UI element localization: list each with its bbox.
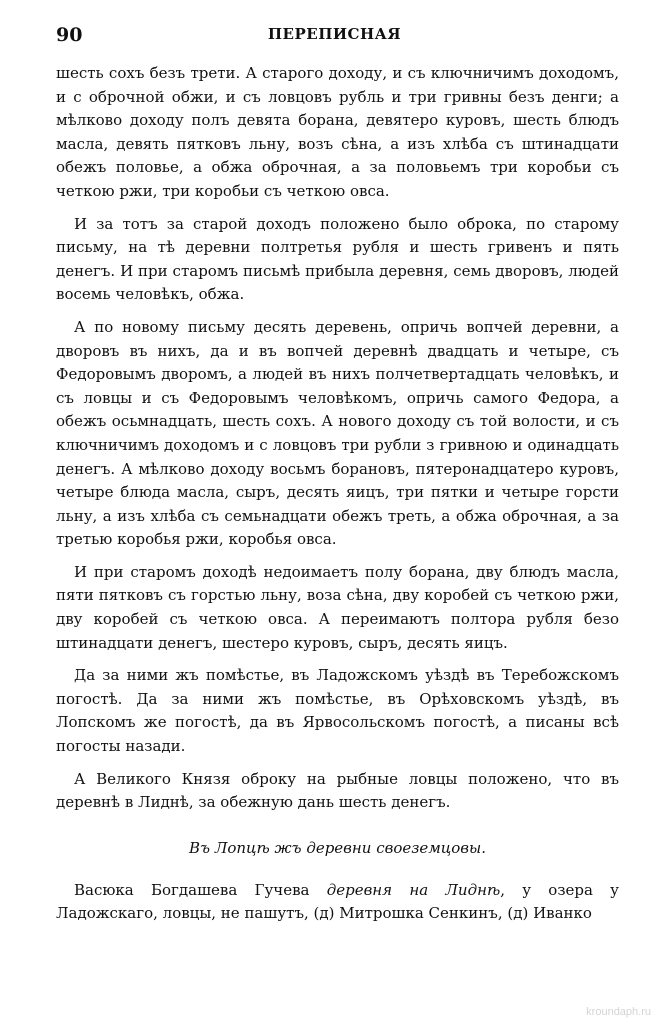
paragraph-4: И при старомъ доходѣ недоимаетъ полу борана, дву блюдъ масла, пяти пятковъ съ горстью льну, воза сѣна, дву коробей съ четкою ржи, дву коробей съ четкою овса. А переимаютъ полтора рубля безо штинадцати денегъ, шестеро куровъ, сыръ, десять яицъ. xyxy=(56,562,619,652)
page-number: 90 xyxy=(56,24,83,46)
paragraph-6: А Великого Князя оброку на рыбные ловцы положено, что въ деревнѣ в Лиднѣ, за обежную дань шесть денегъ. xyxy=(56,769,619,812)
running-title: ПЕРЕПИСНАЯ xyxy=(267,25,402,43)
paragraph-3: А по новому письму десять деревень, опричь вопчей деревни, а дворовъ въ нихъ, да и въ вопчей деревнѣ двадцать и четыре, съ Федоровымъ дворомъ, а людей въ нихъ полчетвертадцать человѣкъ, и съ ловцы и съ Федоровымъ человѣкомъ, опричь самого Федора, а обежъ осьмнадцать, шесть сохъ. А нового доходу съ той волости, и съ ключничимъ доходомъ и с ловцовъ три рубли з гривною и одинадцать денегъ. А мѣлково доходу восьмъ борановъ, пятеронадцатеро куровъ, четыре блюда масла, сыръ, десять яицъ, три пятки и четыре горсти льну, а изъ хлѣба съ семьнадцати обежъ треть, а обжа оброчная, а за третью коробья ржи, коробья овса. xyxy=(56,317,619,549)
running-header xyxy=(56,22,613,50)
watermark: kroundaph.ru xyxy=(586,1006,651,1018)
page-body xyxy=(56,62,619,935)
paragraph-7-part-3: , у озера у Ладожскаго, ловцы, не пашутъ, (д) Митрошка Сенкинъ, (д) Иванко xyxy=(56,880,619,923)
paragraph-1: шесть сохъ безъ трети. А старого доходу, и съ ключничимъ доходомъ, и с оброчной обжи, и съ ловцовъ рубль и три гривны безъ денги; а мѣлково доходу полъ девята борана, девятеро куровъ, шесть блюдъ масла, девять пятковъ льну, возъ сѣна, а изъ хлѣба съ штинадцати обежъ половье, а обжа оброчная, а за половьемъ три коробьи съ четкою ржи, три коробьи съ четкою овса. xyxy=(56,64,619,200)
paragraph-7-italic: деревня на Лиднѣ xyxy=(326,880,501,899)
paragraph-7-part-1: Васюка Богдашева Гучева xyxy=(74,880,327,899)
paragraph-5: Да за ними жъ помѣстье, въ Ладожскомъ уѣздѣ въ Теребожскомъ погостѣ. Да за ними жъ помѣстье, въ Орѣховскомъ уѣздѣ, въ Лопскомъ же погостѣ, да въ Ярвосольскомъ погостѣ, а писаны всѣ погосты назади. xyxy=(56,666,619,756)
paragraph-7 xyxy=(56,879,619,926)
paragraph-2: И за тотъ за старой доходъ положено было оброка, по старому письму, на тѣ деревни полтретья рубля и шесть гривенъ и пять денегъ. И при старомъ письмѣ прибыла деревня, семь дворовъ, людей восемь человѣкъ, обжа. xyxy=(56,214,619,304)
section-heading: Въ Лопцѣ жъ деревни своеземцовы. xyxy=(189,838,486,857)
